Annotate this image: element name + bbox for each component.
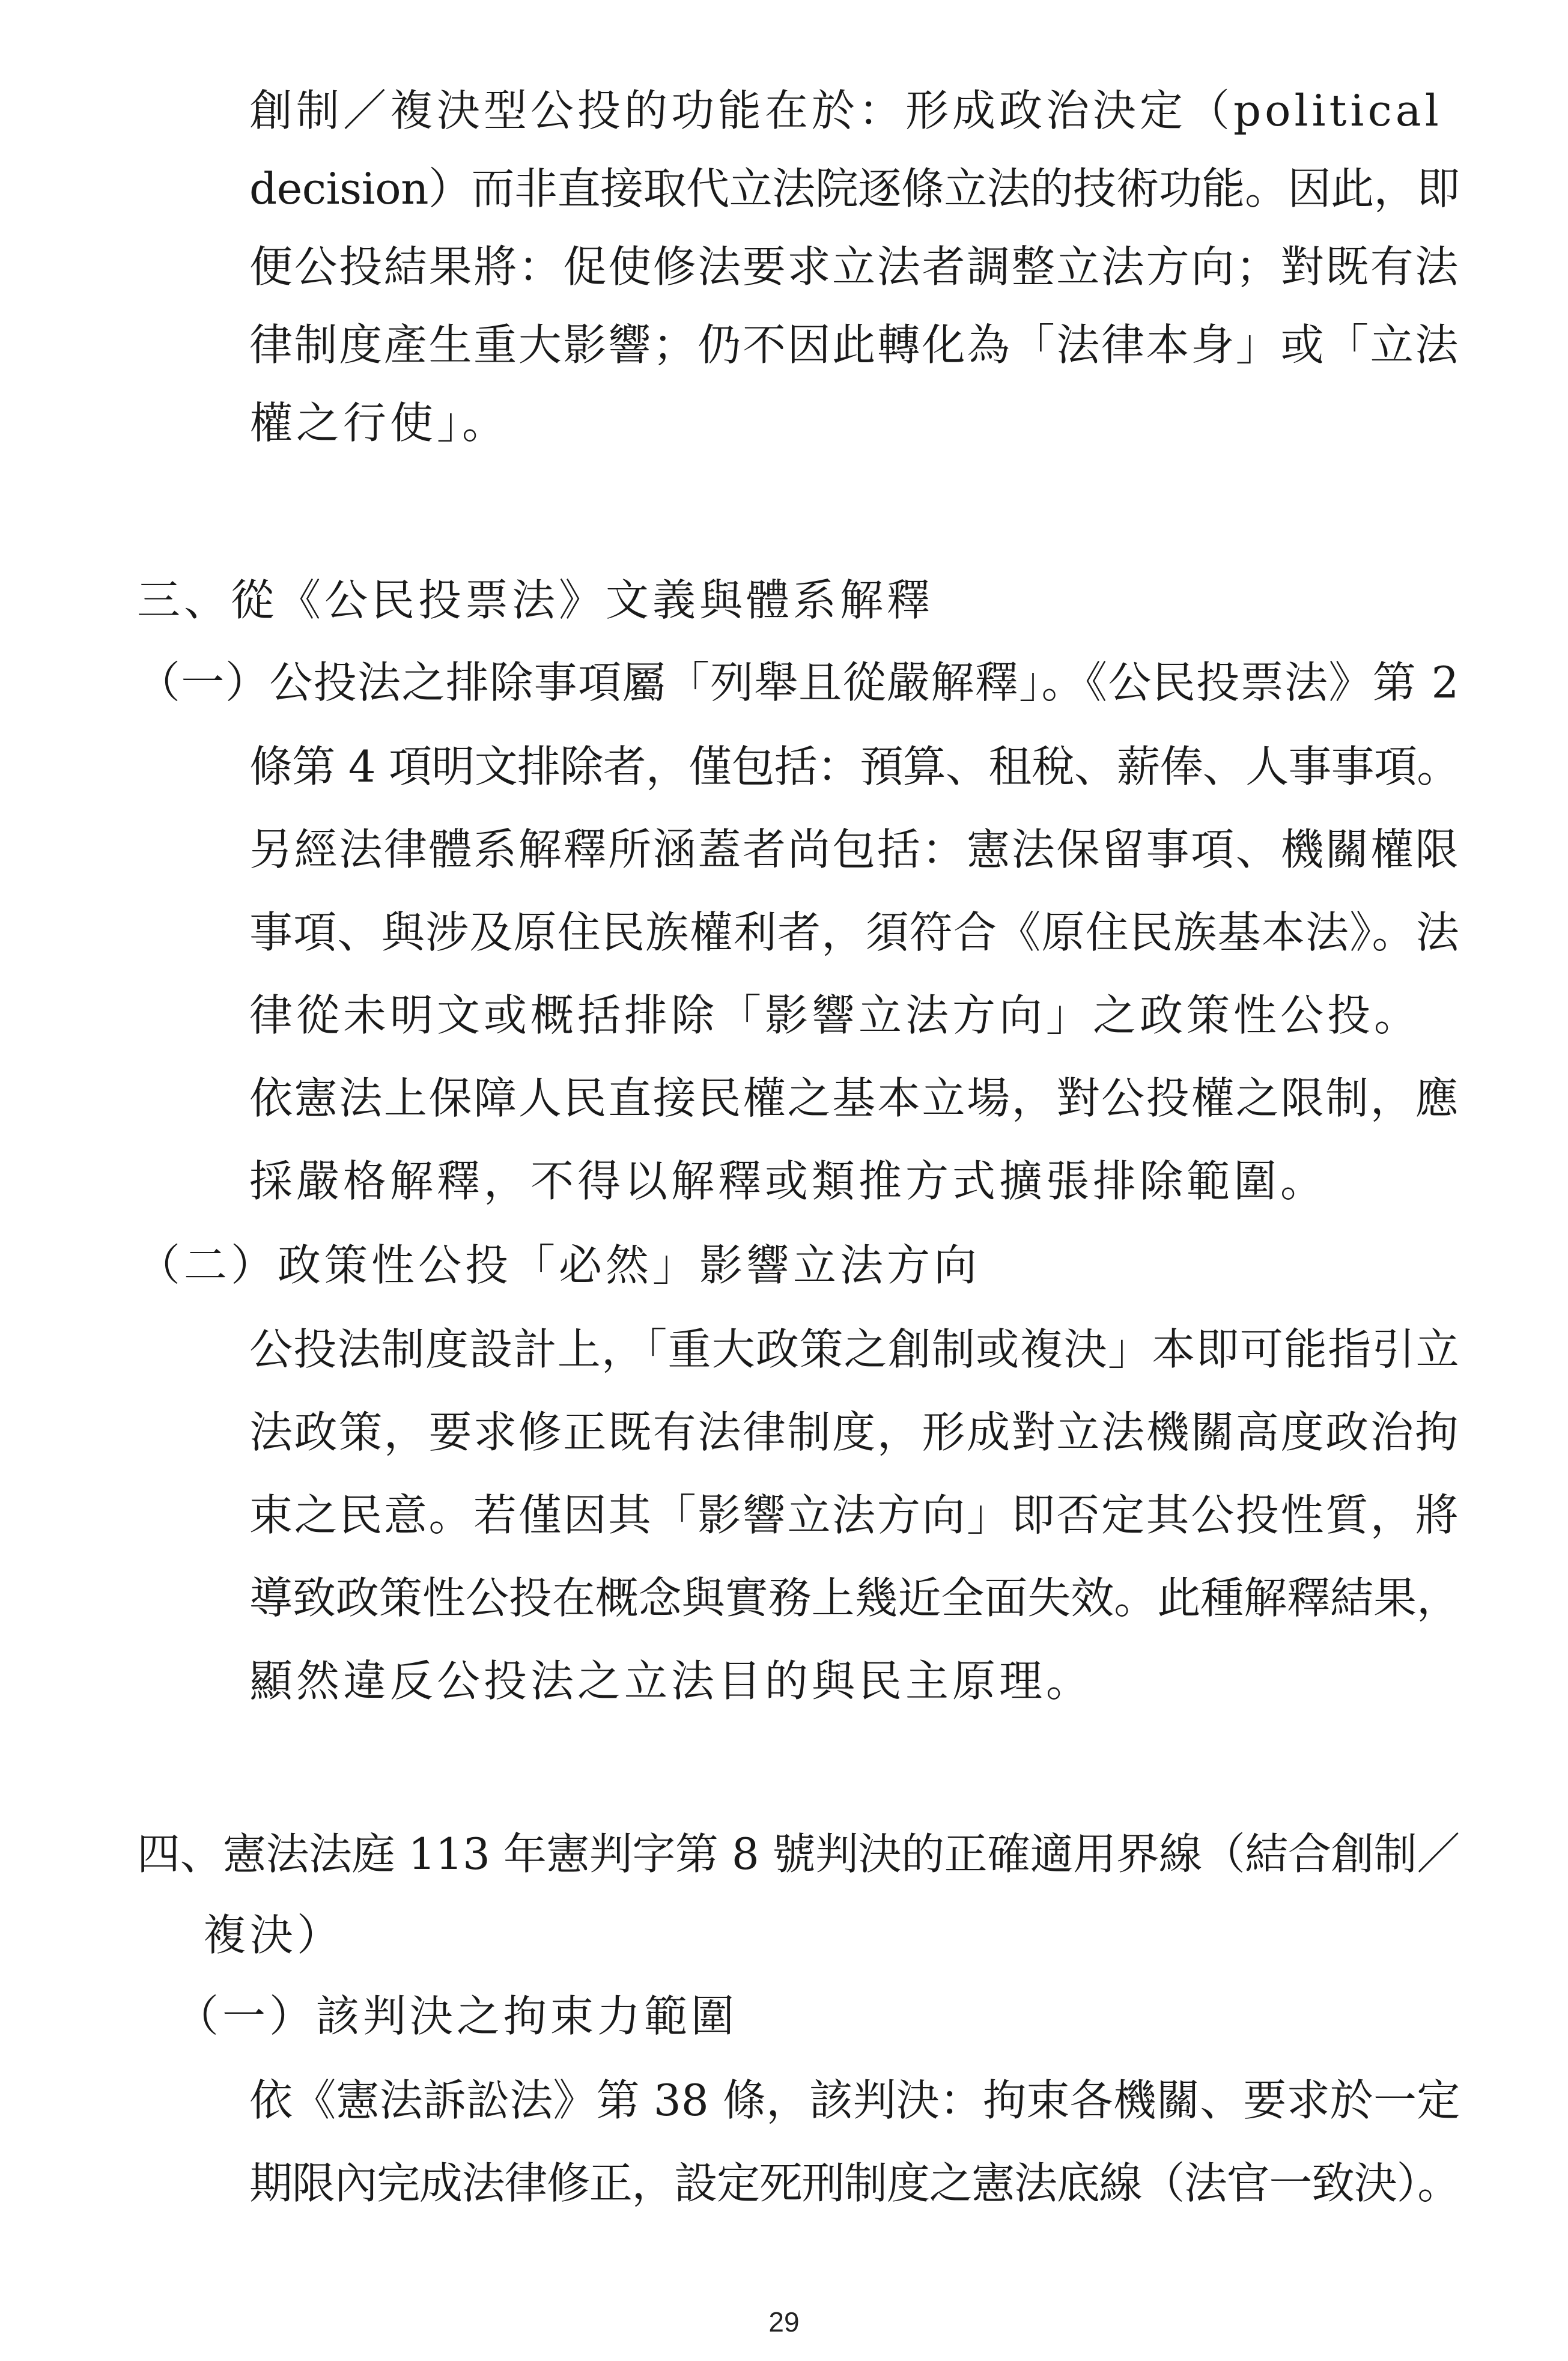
section-heading-3: 三、從《公民投票法》文義與體系解釋: [137, 575, 934, 625]
subsection-heading-4-1: （一）該判決之拘束力範圍: [175, 1991, 738, 2041]
paragraph-line: 創制／複決型公投的功能在於：形成政治決定（political: [249, 85, 1442, 136]
paragraph-line: 依憲法上保障人民直接民權之基本立場，對公投權之限制，應: [249, 1073, 1460, 1123]
paragraph-line: 事項、與涉及原住民族權利者，須符合《原住民族基本法》。法: [249, 907, 1460, 958]
paragraph-line: 權之行使」。: [249, 398, 509, 448]
paragraph-line: 顯然違反公投法之立法目的與民主原理。: [249, 1656, 1093, 1706]
paragraph-line: decision）而非直接取代立法院逐條立法的技術功能。因此，即: [249, 163, 1460, 214]
paragraph-line: 律從未明文或概括排除「影響立法方向」之政策性公投。: [249, 990, 1421, 1041]
page-number: 29: [768, 2306, 800, 2338]
paragraph-line: 條第 4 項明文排除者，僅包括：預算、租稅、薪俸、人事事項。: [249, 741, 1460, 792]
section-heading-4-continuation: 複決）: [203, 1910, 344, 1960]
paragraph-line: 律制度產生重大影響；仍不因此轉化為「法律本身」或「立法: [249, 320, 1460, 370]
paragraph-line: 便公投結果將：促使修法要求立法者調整立法方向；對既有法: [249, 242, 1460, 292]
paragraph-line: 依《憲法訴訟法》第 38 條，該判決：拘束各機關、要求於一定: [249, 2075, 1460, 2126]
subsection-heading-3-2: （二）政策性公投「必然」影響立法方向: [137, 1240, 981, 1290]
paragraph-line: 公投法制度設計上，「重大政策之創制或複決」本即可能指引立: [249, 1324, 1460, 1375]
paragraph-line: 採嚴格解釋，不得以解釋或類推方式擴張排除範圍。: [249, 1156, 1328, 1206]
section-heading-4: 四、憲法法庭 113 年憲判字第 8 號判決的正確適用界線（結合創制／: [137, 1829, 1460, 1879]
paragraph-line: 期限內完成法律修正，設定死刑制度之憲法底線（法官一致決）。: [249, 2158, 1460, 2208]
subsection-heading-3-1: （一）公投法之排除事項屬「列舉且從嚴解釋」。《公民投票法》第 2: [137, 657, 1460, 708]
paragraph-line: 束之民意。若僅因其「影響立法方向」即否定其公投性質，將: [249, 1490, 1460, 1540]
paragraph-line: 法政策，要求修正既有法律制度，形成對立法機關高度政治拘: [249, 1407, 1460, 1457]
paragraph-line: 另經法律體系解釋所涵蓋者尚包括：憲法保留事項、機關權限: [249, 824, 1460, 875]
paragraph-line: 導致政策性公投在概念與實務上幾近全面失效。此種解釋結果，: [249, 1573, 1460, 1623]
